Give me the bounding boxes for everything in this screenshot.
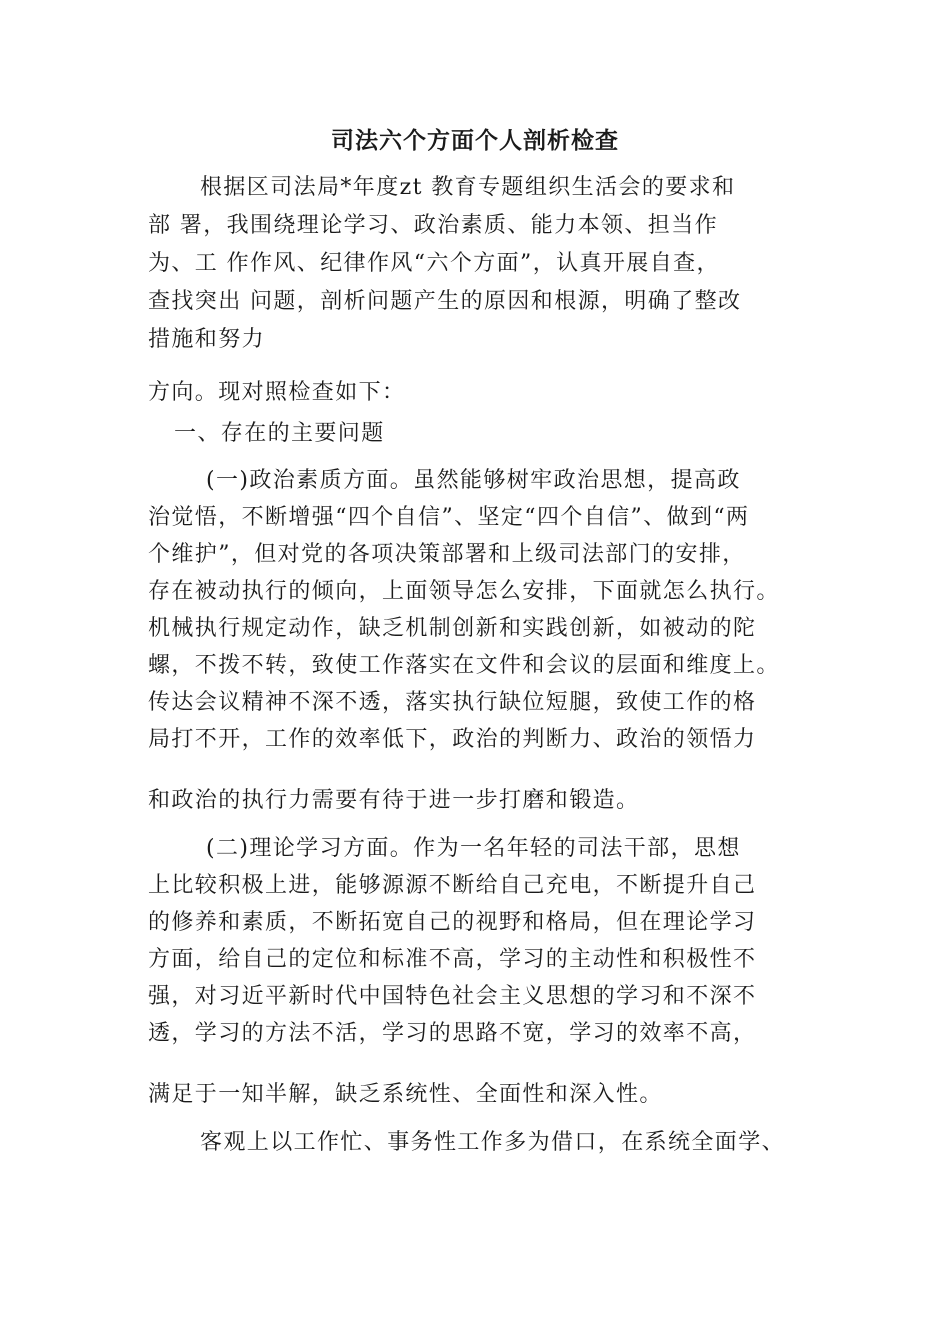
paragraph-line: 传达会议精神不深不透，落实执行缺位短腿，致使工作的格	[148, 690, 757, 715]
paragraph-line: 局打不开，工作的效率低下，政治的判断力、政治的领悟力	[148, 727, 757, 752]
paragraph-line: 强，对习近平新时代中国特色社会主义思想的学习和不深不	[148, 984, 757, 1009]
paragraph-line: 个维护”，但对党的各项决策部署和上级司法部门的安排，	[148, 542, 746, 567]
paragraph-line: 螺，不拨不转，致使工作落实在文件和会议的层面和维度上。	[148, 653, 780, 678]
paragraph-line: 根据区司法局*年度zt 教育专题组织生活会的要求和	[200, 175, 736, 200]
subsection-line: (一)政治素质方面。虽然能够树牢政治思想，提高政	[206, 468, 741, 493]
paragraph-line: 透，学习的方法不活，学习的思路不宽，学习的效率不高，	[148, 1021, 757, 1046]
paragraph-line: 和政治的执行力需要有待于进一步打磨和锻造。	[148, 788, 640, 813]
paragraph-line: 方面，给自己的定位和标准不高，学习的主动性和积极性不	[148, 947, 757, 972]
subsection-line: (二)理论学习方面。作为一名年轻的司法干部，思想	[206, 836, 741, 861]
paragraph-line: 部 署，我围绕理论学习、政治素质、能力本领、担当作	[148, 213, 718, 238]
paragraph-line: 存在被动执行的倾向，上面领导怎么安排，下面就怎么执行。	[148, 579, 780, 604]
paragraph-line: 查找突出 问题，剖析问题产生的原因和根源，明确了整改	[148, 289, 742, 314]
paragraph-line: 方向。现对照检查如下：	[148, 380, 406, 405]
paragraph-line: 满足于一知半解，缺乏系统性、全面性和深入性。	[148, 1082, 663, 1107]
section-heading: 一、存在的主要问题	[174, 421, 385, 446]
paragraph-line: 客观上以工作忙、事务性工作多为借口，在系统全面学、	[200, 1130, 786, 1155]
paragraph-line: 措施和努力	[148, 327, 266, 352]
paragraph-line: 治觉悟，不断增强“四个自信”、坚定“四个自信”、做到“两	[148, 505, 750, 530]
paragraph-line: 上比较积极上进，能够源源不断给自己充电，不断提升自己	[148, 873, 757, 898]
paragraph-line: 机械执行规定动作，缺乏机制创新和实践创新，如被动的陀	[148, 616, 757, 641]
document-title: 司法六个方面个人剖析检查	[331, 127, 619, 154]
paragraph-line: 为、工 作作风、纪律作风“六个方面”，认真开展自查，	[148, 251, 720, 276]
paragraph-line: 的修养和素质，不断拓宽自己的视野和格局，但在理论学习	[148, 910, 757, 935]
